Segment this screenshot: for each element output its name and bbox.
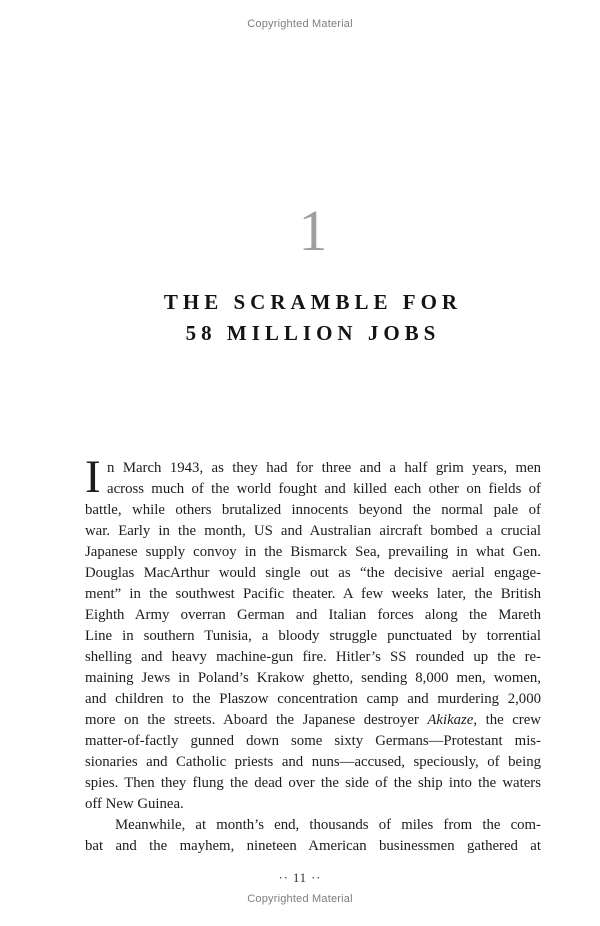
chapter-title-line2: 58 MILLION JOBS xyxy=(185,321,441,345)
body-line xyxy=(85,710,541,731)
body-line: ment” in the southwest Pacific theater. A few weeks later, the British xyxy=(85,586,541,602)
body-line: matter-of-factly gunned down some sixty Germans—Protestant mis- xyxy=(85,733,541,749)
body-line: across much of the world fought and killed each other on fields of xyxy=(107,481,541,497)
body-line: Meanwhile, at month’s end, thousands of miles from the com- xyxy=(115,817,541,833)
body-line: spies. Then they flung the dead over the side of the ship into the waters xyxy=(85,775,541,791)
page-number: ·· 11 ·· xyxy=(278,871,322,885)
body-line: and children to the Plaszow concentration camp and murdering 2,000 xyxy=(85,691,541,707)
body-line: maining Jews in Poland’s Krakow ghetto, sending 8,000 men, women, xyxy=(85,670,541,686)
copyright-notice-top: Copyrighted Material xyxy=(247,18,353,30)
body-line: war. Early in the month, US and Australian aircraft bombed a crucial xyxy=(85,523,541,539)
body-line: shelling and heavy machine-gun fire. Hitler’s SS rounded up the re- xyxy=(85,649,541,665)
drop-cap: I xyxy=(85,451,101,503)
body-line: Eighth Army overran German and Italian forces along the Mareth xyxy=(85,607,541,623)
body-line: Douglas MacArthur would single out as “the decisive aerial engage- xyxy=(85,565,541,581)
body-line: Japanese supply convoy in the Bismarck Sea, prevailing in what Gen. xyxy=(85,544,541,560)
chapter-title xyxy=(70,287,556,349)
chapter-number: 1 xyxy=(298,198,328,263)
body-line: n March 1943, as they had for three and a half grim years, men xyxy=(107,460,541,476)
body-line: off New Guinea. xyxy=(85,796,184,812)
body-line: battle, while others brutalized innocents beyond the normal pale of xyxy=(85,502,541,518)
ship-name-italic: Akikaze xyxy=(427,712,474,728)
body-text xyxy=(85,451,541,857)
body-line: bat and the mayhem, nineteen American businessmen gathered at xyxy=(85,838,541,854)
body-line-segment: , the crew xyxy=(473,712,541,728)
chapter-title-line1: THE SCRAMBLE FOR xyxy=(163,290,463,314)
body-line: Line in southern Tunisia, a bloody struggle punctuated by torrential xyxy=(85,628,541,644)
body-line: sionaries and Catholic priests and nuns—accused, speciously, of being xyxy=(85,754,541,770)
body-line-segment: more on the streets. Aboard the Japanese destroyer xyxy=(85,712,428,728)
copyright-notice-bottom: Copyrighted Material xyxy=(247,893,353,905)
